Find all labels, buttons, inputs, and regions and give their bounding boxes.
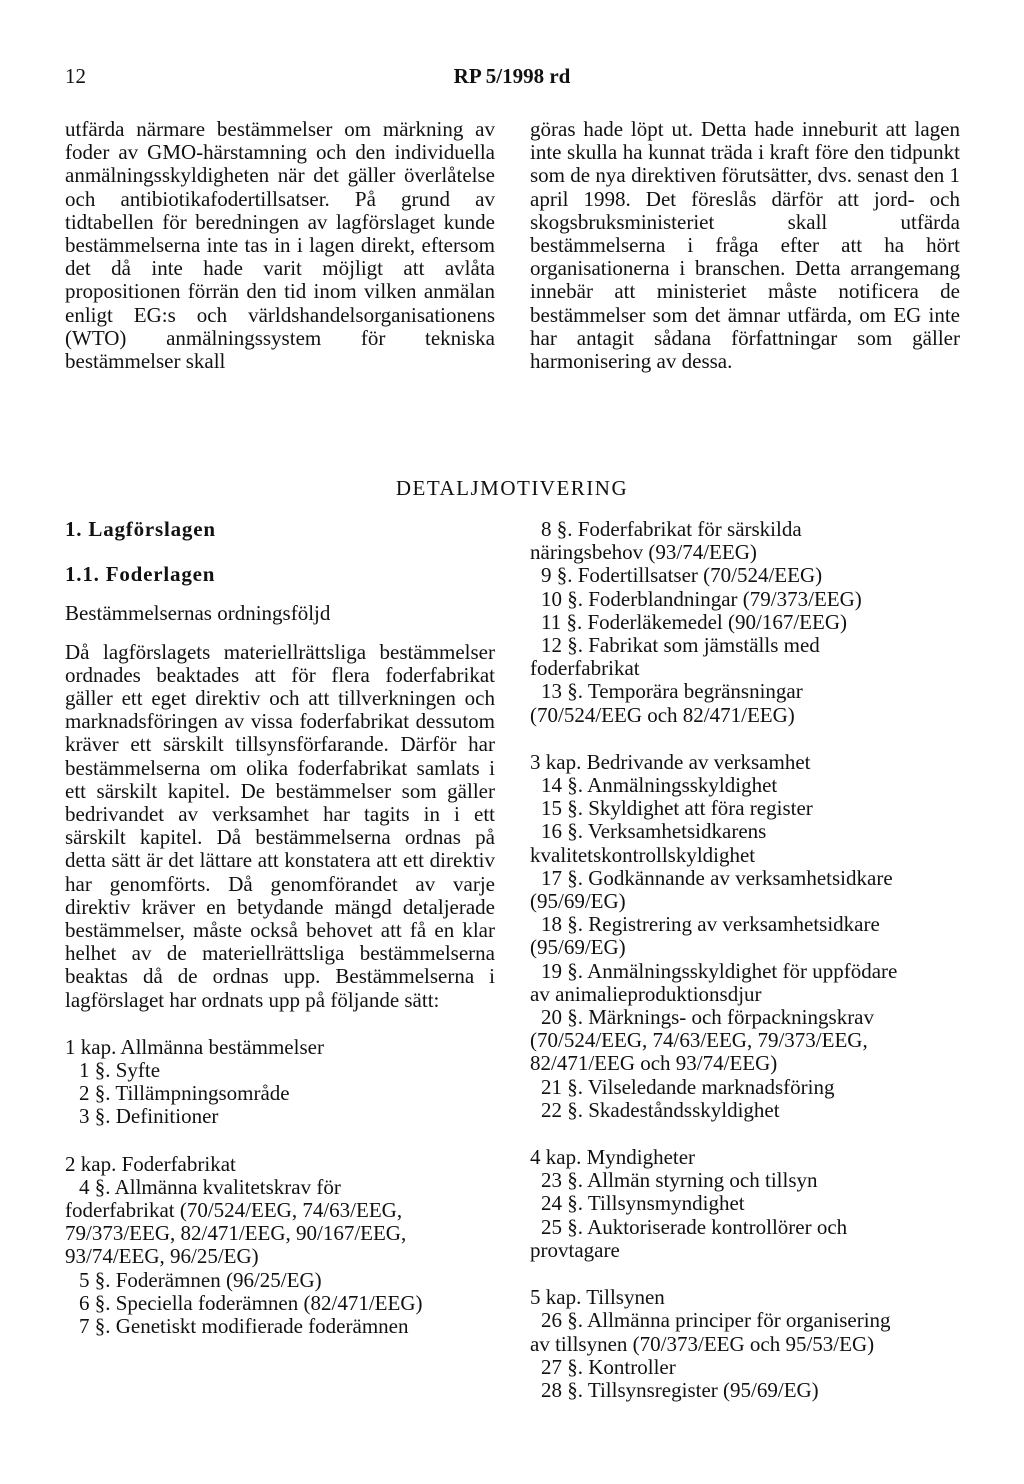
toc-item-continuation: näringsbehov (93/74/EEG) xyxy=(530,540,757,565)
right-column xyxy=(530,518,960,1402)
left-column xyxy=(65,518,495,1338)
toc-chapter-5 xyxy=(530,1286,960,1402)
document-id: RP 5/1998 rd xyxy=(453,64,571,88)
toc-item-continuation: foderfabrikat (70/524/EEG, 74/63/EEG, xyxy=(65,1198,403,1223)
toc-item: 21 §. Vilseledande marknadsföring xyxy=(541,1074,835,1099)
toc-item: 7 §. Genetiskt modifierade foderämnen xyxy=(79,1314,409,1339)
toc-item: 15 §. Skyldighet att föra register xyxy=(541,796,813,821)
toc-item: 28 §. Tillsynsregister (95/69/EG) xyxy=(541,1377,819,1402)
toc-item: 13 §. Temporära begränsningar xyxy=(541,679,803,704)
toc-item-continuation: 82/471/EEG och 93/74/EEG) xyxy=(530,1051,778,1076)
chapter-title: 3 kap. Bedrivande av verksamhet xyxy=(530,749,811,774)
toc-item: 4 §. Allmänna kvalitetskrav för xyxy=(79,1174,341,1199)
toc-item: 2 §. Tillämpningsområde xyxy=(79,1081,290,1106)
toc-item: 22 §. Skadeståndsskyldighet xyxy=(541,1097,780,1122)
toc-item: 19 §. Anmälningsskyldighet för uppfödare xyxy=(541,958,898,983)
toc-item: 11 §. Foderläkemedel (90/167/EEG) xyxy=(541,609,847,634)
intro-right-column xyxy=(530,118,960,373)
toc-chapter-1 xyxy=(65,1036,495,1129)
toc-item: 5 §. Foderämnen (96/25/EG) xyxy=(79,1267,322,1292)
toc-item: 24 §. Tillsynsmyndighet xyxy=(541,1191,745,1216)
subheading-ordningsfoljd: Bestämmelsernas ordningsföljd xyxy=(65,601,331,626)
toc-item: 23 §. Allmän styrning och tillsyn xyxy=(541,1168,818,1193)
toc-item: 10 §. Foderblandningar (79/373/EEG) xyxy=(541,586,862,611)
toc-item-continuation: 79/373/EEG, 82/471/EEG, 90/167/EEG, xyxy=(65,1221,407,1246)
toc-item: 25 §. Auktoriserade kontrollörer och xyxy=(541,1214,848,1239)
toc-item: 18 §. Registrering av verksamhetsidkare xyxy=(541,912,880,937)
heading-lagforslagen: 1. Lagförslagen xyxy=(65,517,216,541)
toc-item: 14 §. Anmälningsskyldighet xyxy=(541,773,778,798)
toc-item: 26 §. Allmänna principer för organisering xyxy=(541,1308,891,1333)
intro-left-paragraph: utfärda närmare bestämmelser om märkning av foder av GMO-härstamning och den individuella anmälningsskyldigheten när det gäller överlåtelse och antibiotikafodertillsatser. På grund av tidtabellen för beredningen av lagförslaget kunde bestämmelserna inte tas in i lagen direkt, eftersom det då inte hade varit möjligt att avlåta propositionen förrän den tid inom vilken anmälan enligt EG:s och världshandelsorganisationens (WTO) anmälningssystem för tekniska bestämmelser skall xyxy=(65,117,495,374)
toc-item-continuation: foderfabrikat xyxy=(530,656,640,681)
toc-item: 1 §. Syfte xyxy=(79,1058,161,1083)
toc-item: 9 §. Fodertillsatser (70/524/EEG) xyxy=(541,563,823,588)
toc-item-continuation: (95/69/EG) xyxy=(530,935,626,960)
chapter-title: 4 kap. Myndigheter xyxy=(530,1145,696,1170)
toc-chapter-2 xyxy=(65,1153,495,1339)
toc-item: 27 §. Kontroller xyxy=(541,1354,676,1379)
toc-item: 17 §. Godkännande av verksamhetsidkare xyxy=(541,865,893,890)
toc-item: 16 §. Verksamhetsidkarens xyxy=(541,819,767,844)
toc-item-continuation: kvalitetskontrollskyldighet xyxy=(530,842,756,867)
body-paragraph: Då lagförslagets materiellrättsliga bestämmelser ordnades beaktades att för flera foderfabrikat gäller ett eget direktiv och att tillverkningen och marknadsföringen av vissa foderfabrikat dessutom kräver ett särskilt tillsynsförfarande. Därför har bestämmelserna om olika foderfabrikat samlats i ett särskilt kapitel. De bestämmelser som gäller bedrivandet av verksamhet har tagits in i ett särskilt kapitel. Då bestämmelserna ordnas på detta sätt är det lättare att konstatera att ett direktiv har genomförts. Då genomförandet av varje direktiv kräver en betydande mängd detaljerade bestämmelser, måste också behovet att få en klar helhet av de materiellrättsliga bestämmelserna beaktas då de ordnas upp. Bestämmelserna i lagförslaget har ordnats upp på följande sätt: xyxy=(65,639,495,1012)
intro-left-column xyxy=(65,118,495,373)
toc-item-continuation: provtagare xyxy=(530,1237,620,1262)
toc-item: 12 §. Fabrikat som jämställs med xyxy=(541,633,820,658)
toc-item: 3 §. Definitioner xyxy=(79,1104,219,1129)
section-title: DETALJMOTIVERING xyxy=(395,476,629,500)
chapter-title: 5 kap. Tillsynen xyxy=(530,1285,665,1310)
toc-item-continuation: (70/524/EEG och 82/471/EEG) xyxy=(530,702,795,727)
toc-chapter-4 xyxy=(530,1146,960,1262)
chapter-title: 1 kap. Allmänna bestämmelser xyxy=(65,1034,324,1059)
toc-item-continuation: av animalieproduktionsdjur xyxy=(530,981,762,1006)
toc-item-continuation: 93/74/EEG, 96/25/EG) xyxy=(65,1244,259,1269)
toc-item-continuation: (95/69/EG) xyxy=(530,889,626,914)
chapter-title: 2 kap. Foderfabrikat xyxy=(65,1151,236,1176)
intro-right-paragraph: göras hade löpt ut. Detta hade inneburit att lagen inte skulla ha kunnat träda i kraft före den tidpunkt som de nya direktiven förutsätter, dvs. senast den 1 april 1998. Det föreslås därför att jord- och skogsbruksministeriet skall utfärda bestämmelserna i fråga efter att ha hört organisationerna i branschen. Detta arrangemang innebär att ministeriet måste notificera de bestämmelser som det ämnar utfärda, om EG inte har antagit sådana författningar som gäller harmonisering av dessa. xyxy=(530,117,960,374)
toc-item: 20 §. Märknings- och förpackningskrav xyxy=(541,1005,875,1030)
toc-chapter-2-continued xyxy=(530,518,960,727)
page-number: 12 xyxy=(65,64,86,88)
toc-item: 6 §. Speciella foderämnen (82/471/EEG) xyxy=(79,1290,423,1315)
toc-item: 8 §. Foderfabrikat för särskilda xyxy=(541,517,802,541)
toc-item-continuation: av tillsynen (70/373/EEG och 95/53/EG) xyxy=(530,1331,875,1356)
toc-chapter-3 xyxy=(530,751,960,1122)
toc-item-continuation: (70/524/EEG, 74/63/EEG, 79/373/EEG, xyxy=(530,1028,868,1053)
heading-foderlagen: 1.1. Foderlagen xyxy=(65,562,216,587)
